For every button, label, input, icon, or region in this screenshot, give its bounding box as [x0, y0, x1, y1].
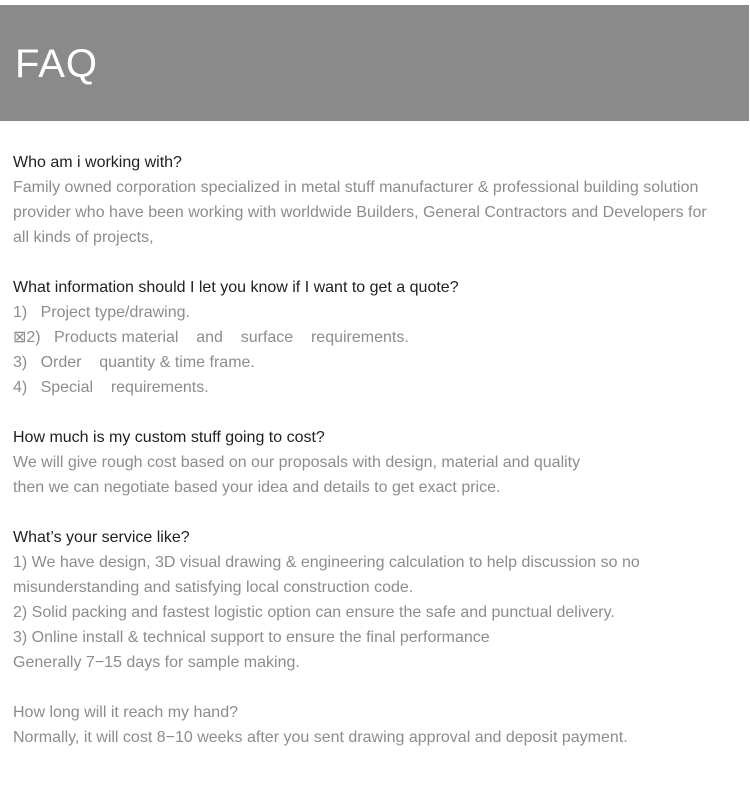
faq-question: How much is my custom stuff going to cost? [13, 429, 325, 446]
faq-answer-line: 2) Solid packing and fastest logistic option can ensure the safe and punctual delivery. [13, 604, 615, 621]
faq-item-cost [13, 425, 733, 500]
faq-question: How long will it reach my hand? [13, 704, 238, 721]
faq-answer-line: provider who have been working with worldwide Builders, General Contractors and Developers for [13, 204, 707, 221]
faq-answer-line: Family owned corporation specialized in metal stuff manufacturer & professional building solution [13, 179, 699, 196]
faq-answer-line: We will give rough cost based on our proposals with design, material and quality [13, 454, 581, 471]
faq-answer-line: 3) Online install & technical support to ensure the final performance [13, 629, 490, 646]
faq-list [13, 150, 733, 775]
faq-question: What information should I let you know if I want to get a quote? [13, 279, 459, 296]
faq-question: What’s your service like? [13, 529, 190, 546]
faq-question: Who am i working with? [13, 154, 182, 171]
faq-answer-line: ⊠2) Products material and surface requirements. [13, 329, 409, 346]
faq-answer-line: 1) We have design, 3D visual drawing & engineering calculation to help discussion so no [13, 554, 640, 571]
faq-item-quote-info [13, 275, 733, 400]
faq-answer-line: then we can negotiate based your idea and details to get exact price. [13, 479, 501, 496]
faq-answer-line: 1) Project type/drawing. [13, 304, 190, 321]
faq-item-delivery [13, 700, 733, 750]
faq-banner [0, 5, 749, 121]
faq-answer-line: Generally 7−15 days for sample making. [13, 654, 300, 671]
faq-answer-line: 4) Special requirements. [13, 379, 209, 396]
faq-answer-line: Normally, it will cost 8−10 weeks after you sent drawing approval and deposit payment. [13, 729, 628, 746]
faq-answer-line: misunderstanding and satisfying local construction code. [13, 579, 414, 596]
faq-item-who [13, 150, 733, 250]
page-title: FAQ [15, 42, 99, 86]
faq-answer-line: 3) Order quantity & time frame. [13, 354, 255, 371]
faq-item-service [13, 525, 733, 675]
faq-answer-line: all kinds of projects, [13, 229, 154, 246]
